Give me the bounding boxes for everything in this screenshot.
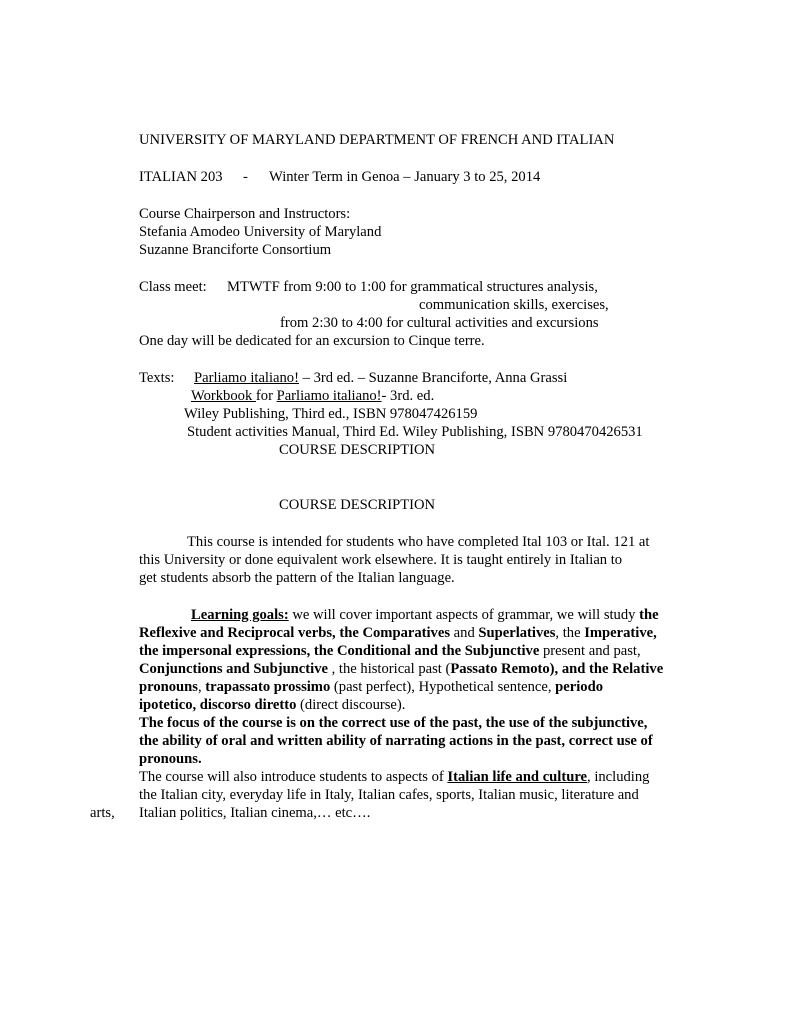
goals-line-5: [139, 678, 603, 696]
goals-text-5b: ,: [197, 679, 206, 695]
description-line-2: this University or done equivalent work elsewhere. It is taught entirely in Italian to: [139, 552, 623, 568]
goals-text-2a: Reflexive and Reciprocal verbs, the Comparatives: [139, 625, 451, 641]
goals-line-4: [139, 660, 663, 678]
textbook-line: [194, 369, 567, 387]
goals-text-6a: ipotetico, discorso diretto: [139, 697, 297, 713]
goals-text-4a: Conjunctions and Subjunctive: [139, 661, 328, 677]
goals-text-5a: pronouns: [139, 679, 198, 695]
course-code: ITALIAN 203: [139, 169, 223, 185]
workbook-label: Workbook: [191, 388, 256, 404]
goals-text-3a: the impersonal expressions, the Conditional and the Subjunctive: [139, 643, 540, 659]
goals-text-4b: , the historical past (: [327, 661, 451, 677]
goals-text-4c: Passato Remoto), and the Relative: [450, 661, 664, 677]
goals-text-3b: present and past,: [539, 643, 641, 659]
class-meet-label: Class meet:: [139, 279, 207, 295]
instructor-2: Suzanne Branciforte Consortium: [139, 242, 332, 258]
goals-text-2d: , the: [555, 625, 585, 641]
goals-text-1a: we will cover important aspects of grammar, we will study: [288, 607, 640, 623]
description-line-3: get students absorb the pattern of the Italian language.: [139, 570, 455, 586]
workbook-line: [191, 387, 434, 405]
description-line-1: This course is intended for students who have completed Ital 103 or Ital. 121 at: [187, 534, 650, 550]
title-dash: -: [243, 169, 248, 185]
workbook-title: Parliamo italiano!: [276, 388, 382, 404]
goals-line-6: [139, 696, 405, 714]
workbook-edition: - 3rd. ed.: [381, 388, 435, 404]
focus-line-2: the ability of oral and written ability of narrating actions in the past, correct use of: [139, 733, 653, 749]
culture-line-2: the Italian city, everyday life in Italy, Italian cafes, sports, Italian music, literature and: [139, 787, 639, 803]
focus-line-1: The focus of the course is on the correct use of the past, the use of the subjunctive,: [139, 715, 648, 731]
goals-text-2b: and: [450, 625, 479, 641]
excursion-note: One day will be dedicated for an excursion to Cinque terre.: [139, 333, 485, 349]
texts-label: Texts:: [139, 370, 175, 386]
goals-text-5e: periodo: [555, 679, 603, 695]
goals-text-6b: (direct discourse).: [296, 697, 406, 713]
culture-text-1c: , including: [587, 769, 650, 785]
textbook-details: – 3rd ed. – Suzanne Branciforte, Anna Grassi: [298, 370, 568, 386]
goals-text-1b: the: [639, 607, 659, 623]
italian-life-culture: Italian life and culture: [447, 769, 588, 785]
schedule-line-3: from 2:30 to 4:00 for cultural activities and excursions: [280, 315, 599, 331]
focus-line-3: pronouns.: [139, 751, 202, 767]
goals-text-5d: (past perfect), Hypothetical sentence,: [330, 679, 556, 695]
manual-line: Student activities Manual, Third Ed. Wiley Publishing, ISBN 9780470426531: [187, 424, 643, 440]
goals-text-5c: trapassato prossimo: [205, 679, 331, 695]
goals-line-3: [139, 642, 641, 660]
instructor-1: Stefania Amodeo University of Maryland: [139, 224, 382, 240]
course-description-label-inline: COURSE DESCRIPTION: [279, 442, 436, 458]
staff-heading: Course Chairperson and Instructors:: [139, 206, 351, 222]
university-heading: UNIVERSITY OF MARYLAND DEPARTMENT OF FRENCH AND ITALIAN: [139, 132, 615, 148]
textbook-title: Parliamo italiano!: [194, 370, 299, 386]
learning-goals-label: Learning goals:: [191, 607, 289, 623]
goals-line-2: [139, 624, 657, 642]
course-term: Winter Term in Genoa – January 3 to 25, 2014: [269, 169, 541, 185]
schedule-line-2: communication skills, exercises,: [419, 297, 609, 313]
workbook-for: for: [255, 388, 277, 404]
goals-text-2e: Imperative,: [584, 625, 657, 641]
culture-arts: arts,: [90, 805, 115, 821]
course-description-heading: COURSE DESCRIPTION: [279, 497, 436, 513]
goals-text-2c: Superlatives: [478, 625, 556, 641]
culture-line-1: [139, 768, 649, 786]
culture-text-1a: The course will also introduce students to aspects of: [139, 769, 448, 785]
publisher-line: Wiley Publishing, Third ed., ISBN 978047426159: [184, 406, 478, 422]
culture-line-3: Italian politics, Italian cinema,… etc….: [139, 805, 371, 821]
goals-line-1: [191, 606, 659, 624]
schedule-line-1: MTWTF from 9:00 to 1:00 for grammatical structures analysis,: [227, 279, 598, 295]
